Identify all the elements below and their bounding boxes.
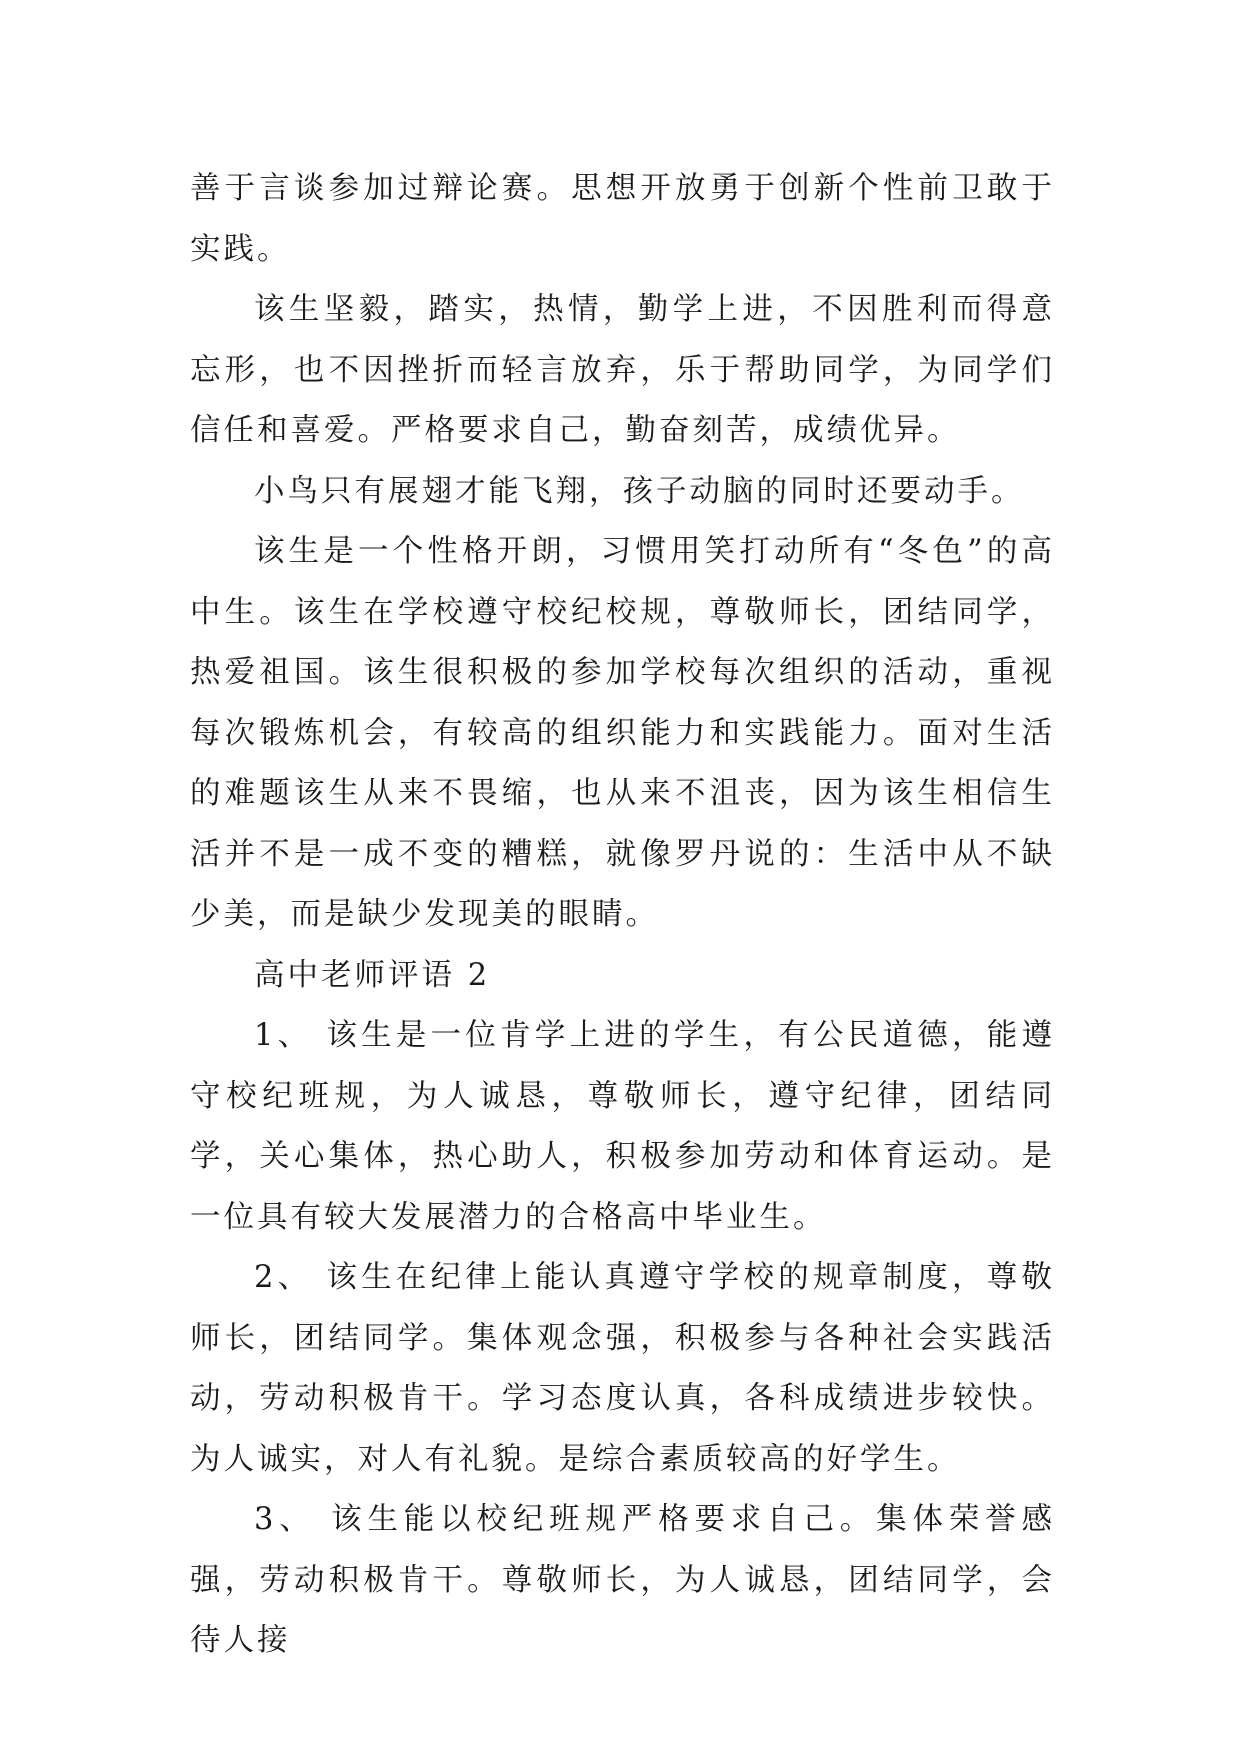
section-heading: 高中老师评语 2	[254, 957, 491, 993]
document-body	[190, 159, 1055, 1672]
paragraph-3: 小鸟只有展翅才能飞翔，孩子动脑的同时还要动手。	[254, 473, 1025, 509]
comment-item-2: 2、 该生在纪律上能认真遵守学校的规章制度，尊敬师长，团结同学。集体观念强，积极参与各种社会实践活动，劳动积极肯干。学习态度认真，各科成绩进步较快。为人诚实，对人有礼貌。是综合素质较高的好学生。	[190, 1260, 1055, 1477]
paragraph-1: 善于言谈参加过辩论赛。思想开放勇于创新个性前卫敢于实践。	[190, 171, 1055, 267]
paragraph-4: 该生是一个性格开朗，习惯用笑打动所有“冬色”的高中生。该生在学校遵守校纪校规，尊敬师长，团结同学，热爱祖国。该生很积极的参加学校每次组织的活动，重视每次锻炼机会，有较高的组织能力和实践能力。面对生活的难题该生从来不畏缩，也从来不沮丧，因为该生相信生活并不是一成不变的糟糕，就像罗丹说的：生活中从不缺少美，而是缺少发现美的眼睛。	[190, 534, 1055, 932]
comment-item-1: 1、 该生是一位肯学上进的学生，有公民道德，能遵守校纪班规，为人诚恳，尊敬师长，遵守纪律，团结同学，关心集体，热心助人，积极参加劳动和体育运动。是一位具有较大发展潜力的合格高中毕业生。	[190, 1018, 1055, 1235]
paragraph-2: 该生坚毅，踏实，热情，勤学上进，不因胜利而得意忘形，也不因挫折而轻言放弃，乐于帮助同学，为同学们信任和喜爱。严格要求自己，勤奋刻苦，成绩优异。	[190, 292, 1055, 448]
comment-item-3: 3、 该生能以校纪班规严格要求自己。集体荣誉感强，劳动积极肯干。尊敬师长，为人诚恳，团结同学，会待人接	[190, 1502, 1055, 1658]
